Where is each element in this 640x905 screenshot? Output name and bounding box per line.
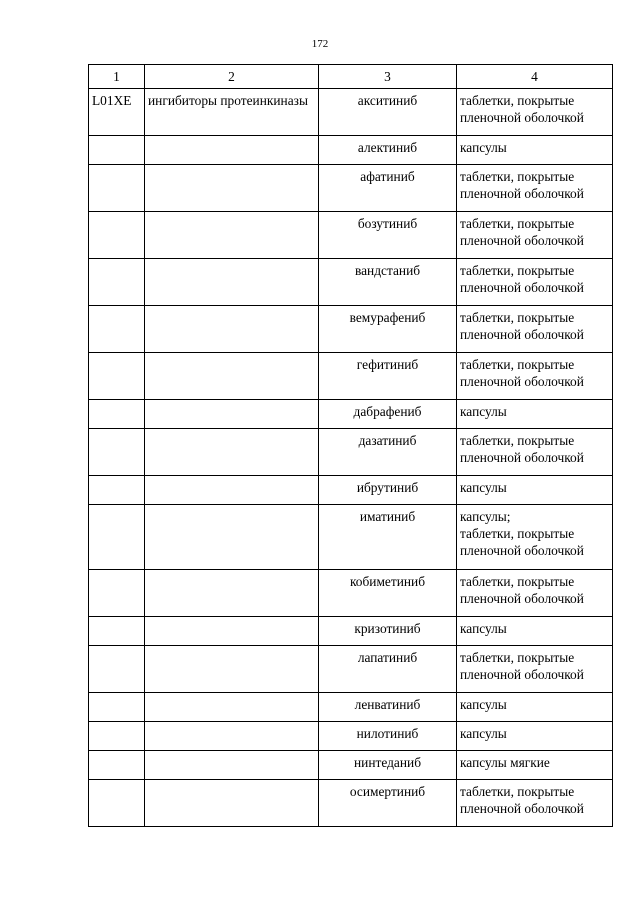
table-row	[89, 617, 613, 646]
drug-group	[145, 646, 319, 693]
drug-table	[88, 64, 613, 827]
atc-code	[89, 570, 145, 617]
drug-name: дазатиниб	[319, 429, 457, 476]
atc-code	[89, 400, 145, 429]
drug-name: ибрутиниб	[319, 476, 457, 505]
atc-code	[89, 212, 145, 259]
drug-name: бозутиниб	[319, 212, 457, 259]
table-row	[89, 136, 613, 165]
table-row	[89, 259, 613, 306]
atc-code	[89, 476, 145, 505]
drug-name: ленватиниб	[319, 693, 457, 722]
dosage-form: таблетки, покрытые пленочной оболочкой	[457, 780, 613, 827]
dosage-form: капсулы	[457, 476, 613, 505]
page-number: 172	[311, 38, 329, 50]
dosage-form: таблетки, покрытые пленочной оболочкой	[457, 429, 613, 476]
atc-code	[89, 306, 145, 353]
drug-name: нинтеданиб	[319, 751, 457, 780]
atc-code	[89, 646, 145, 693]
table-row	[89, 751, 613, 780]
dosage-form: таблетки, покрытые пленочной оболочкой	[457, 259, 613, 306]
drug-name: вандстаниб	[319, 259, 457, 306]
atc-code	[89, 617, 145, 646]
atc-code	[89, 722, 145, 751]
drug-group	[145, 505, 319, 570]
table-row	[89, 780, 613, 827]
drug-group	[145, 751, 319, 780]
drug-group	[145, 429, 319, 476]
header-col-2: 2	[145, 65, 319, 89]
dosage-form: капсулы; таблетки, покрытые пленочной оболочкой	[457, 505, 613, 570]
table-row	[89, 306, 613, 353]
table-row	[89, 212, 613, 259]
table-row	[89, 722, 613, 751]
atc-code	[89, 429, 145, 476]
dosage-form: капсулы	[457, 617, 613, 646]
drug-name: лапатиниб	[319, 646, 457, 693]
table-row	[89, 353, 613, 400]
dosage-form: капсулы	[457, 400, 613, 429]
dosage-form: капсулы	[457, 722, 613, 751]
dosage-form: таблетки, покрытые пленочной оболочкой	[457, 89, 613, 136]
drug-name: вемурафениб	[319, 306, 457, 353]
dosage-form: таблетки, покрытые пленочной оболочкой	[457, 570, 613, 617]
table-row	[89, 693, 613, 722]
drug-group	[145, 722, 319, 751]
drug-name: акситиниб	[319, 89, 457, 136]
atc-code	[89, 505, 145, 570]
drug-group	[145, 212, 319, 259]
header-col-4: 4	[457, 65, 613, 89]
table-row	[89, 429, 613, 476]
drug-name: нилотиниб	[319, 722, 457, 751]
dosage-form: таблетки, покрытые пленочной оболочкой	[457, 212, 613, 259]
drug-group	[145, 353, 319, 400]
drug-group	[145, 617, 319, 646]
atc-code	[89, 751, 145, 780]
dosage-form: капсулы мягкие	[457, 751, 613, 780]
atc-code	[89, 780, 145, 827]
drug-name: иматиниб	[319, 505, 457, 570]
drug-group	[145, 259, 319, 306]
drug-name: гефитиниб	[319, 353, 457, 400]
table-row	[89, 89, 613, 136]
atc-code	[89, 259, 145, 306]
drug-group	[145, 780, 319, 827]
header-row	[89, 65, 613, 89]
drug-group	[145, 400, 319, 429]
header-col-1: 1	[89, 65, 145, 89]
dosage-form: таблетки, покрытые пленочной оболочкой	[457, 306, 613, 353]
atc-code: L01XE	[89, 89, 145, 136]
drug-group	[145, 306, 319, 353]
atc-code	[89, 165, 145, 212]
drug-group	[145, 165, 319, 212]
dosage-form: таблетки, покрытые пленочной оболочкой	[457, 353, 613, 400]
drug-group	[145, 136, 319, 165]
drug-group	[145, 476, 319, 505]
drug-name: афатиниб	[319, 165, 457, 212]
drug-name: дабрафениб	[319, 400, 457, 429]
drug-name: кобиметиниб	[319, 570, 457, 617]
table-row	[89, 646, 613, 693]
drug-name: кризотиниб	[319, 617, 457, 646]
dosage-form: таблетки, покрытые пленочной оболочкой	[457, 646, 613, 693]
header-col-3: 3	[319, 65, 457, 89]
atc-code	[89, 353, 145, 400]
drug-group: ингибиторы протеинкиназы	[145, 89, 319, 136]
dosage-form: капсулы	[457, 693, 613, 722]
drug-group	[145, 693, 319, 722]
table-row	[89, 400, 613, 429]
dosage-form: капсулы	[457, 136, 613, 165]
table-row	[89, 476, 613, 505]
dosage-form: таблетки, покрытые пленочной оболочкой	[457, 165, 613, 212]
drug-name: алектиниб	[319, 136, 457, 165]
table-row	[89, 505, 613, 570]
table-row	[89, 570, 613, 617]
atc-code	[89, 136, 145, 165]
drug-group	[145, 570, 319, 617]
atc-code	[89, 693, 145, 722]
drug-name: осимертиниб	[319, 780, 457, 827]
table-row	[89, 165, 613, 212]
